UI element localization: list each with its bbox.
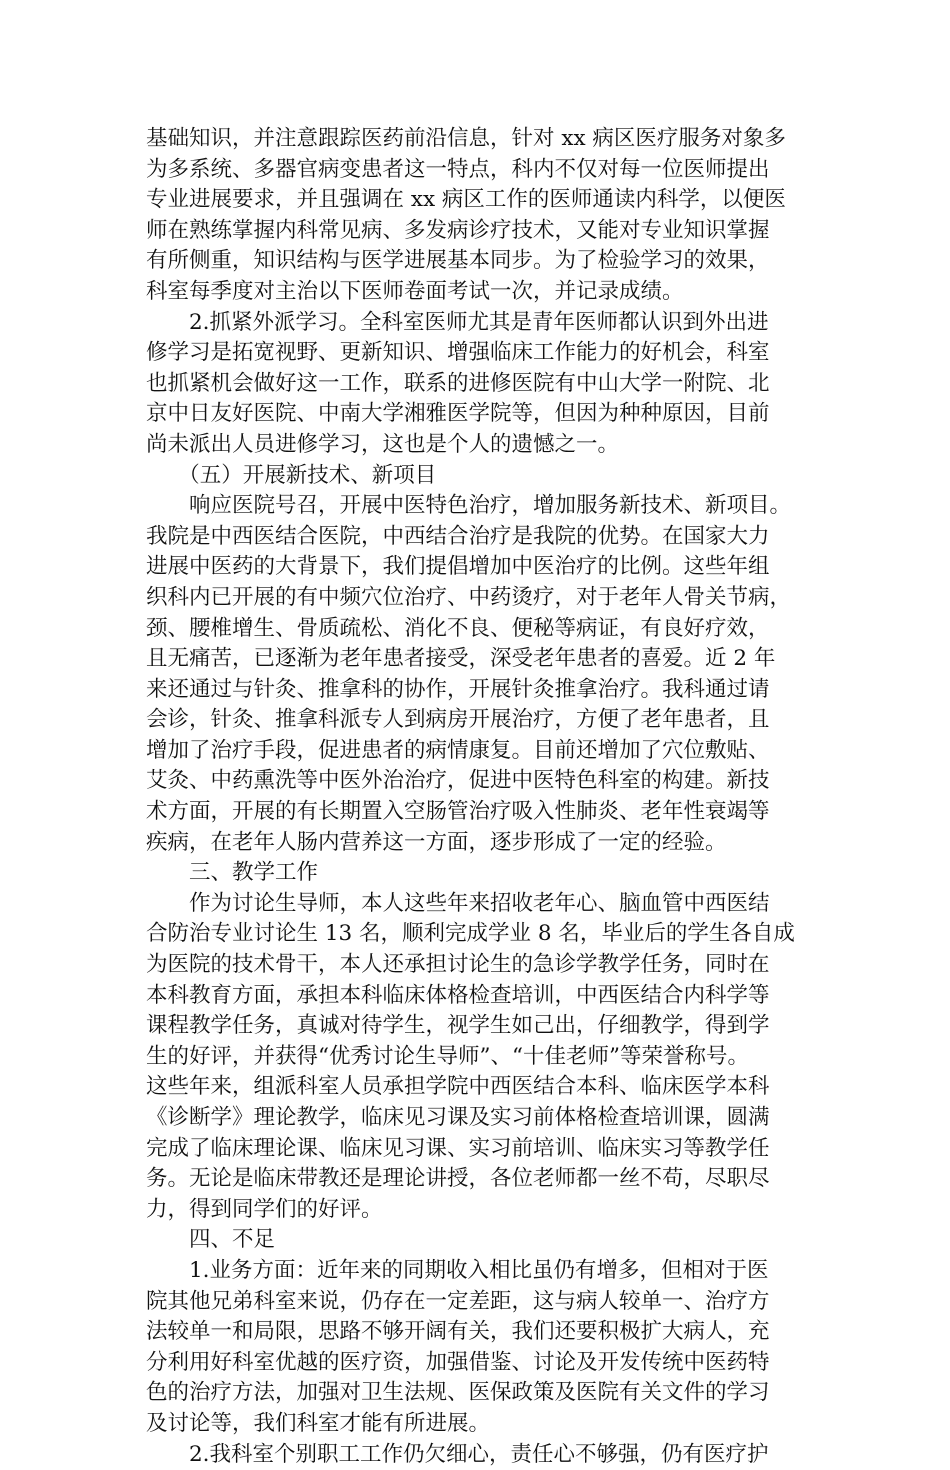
text-line: 为多系统、多器官病变患者这一特点，科内不仅对每一位医师提出 [146, 156, 770, 182]
text-line: 为医院的技术骨干，本人还承担讨论生的急诊学教学任务，同时在 [146, 952, 770, 978]
document-body [146, 124, 811, 1470]
text-line: 进展中医药的大背景下，我们提倡增加中医治疗的比例。这些年组 [146, 554, 770, 580]
text-line: 2.抓紧外派学习。全科室医师尤其是青年医师都认识到外出进 [146, 309, 769, 335]
section-heading: 三、教学工作 [146, 860, 319, 886]
section-heading: （五）开展新技术、新项目 [146, 462, 437, 488]
text-line: 我院是中西医结合医院，中西结合治疗是我院的优势。在国家大力 [146, 523, 770, 549]
text-line: 且无痛苦，已逐渐为老年患者接受，深受老年患者的喜爱。近 2 年 [146, 646, 776, 672]
text-line: 术方面，开展的有长期置入空肠管治疗吸入性肺炎、老年性衰竭等 [146, 799, 770, 825]
text-line: 专业进展要求，并且强调在 xx 病区工作的医师通读内科学，以便医 [146, 187, 786, 213]
text-line: 色的治疗方法，加强对卫生法规、医保政策及医院有关文件的学习 [146, 1380, 770, 1406]
text-line: 作为讨论生导师，本人这些年来招收老年心、脑血管中西医结 [146, 890, 770, 916]
text-line: 京中日友好医院、中南大学湘雅医学院等，但因为种种原因，目前 [146, 401, 770, 427]
text-line: 课程教学任务，真诚对待学生，视学生如己出，仔细教学，得到学 [146, 1013, 770, 1039]
text-line: 本科教育方面，承担本科临床体格检查培训，中西医结合内科学等 [146, 982, 770, 1008]
text-line: 基础知识，并注意跟踪医药前沿信息，针对 xx 病区医疗服务对象多 [146, 126, 786, 151]
text-line: 疾病，在老年人肠内营养这一方面，逐步形成了一定的经验。 [146, 829, 727, 855]
text-line: 颈、腰椎增生、骨质疏松、消化不良、便秘等病证，有良好疗效， [146, 615, 770, 641]
text-line: 法较单一和局限，思路不够开阔有关，我们还要积极扩大病人，充 [146, 1319, 770, 1345]
text-line: 来还通过与针灸、推拿科的协作，开展针灸推拿治疗。我科通过请 [146, 676, 770, 702]
text-line: 完成了临床理论课、临床见习课、实习前培训、临床实习等教学任 [146, 1135, 770, 1161]
text-line: 生的好评，并获得“优秀讨论生导师”、“十佳老师”等荣誉称号。 [146, 1043, 749, 1069]
text-line: 2.我科室个别职工工作仍欠细心，责任心不够强，仍有医疗护 [146, 1441, 769, 1467]
text-line: 科室每季度对主治以下医师卷面考试一次，并记录成绩。 [146, 278, 684, 304]
section-heading: 四、不足 [146, 1227, 276, 1253]
text-line: 合防治专业讨论生 13 名，顺利完成学业 8 名，毕业后的学生各自成 [146, 921, 795, 947]
text-line: 响应医院号召，开展中医特色治疗，增加服务新技术、新项目。 [146, 493, 792, 519]
text-line: 1.业务方面：近年来的同期收入相比虽仍有增多，但相对于医 [146, 1257, 769, 1283]
text-line: 也抓紧机会做好这一工作，联系的进修医院有中山大学一附院、北 [146, 370, 770, 396]
text-line: 修学习是拓宽视野、更新知识、增强临床工作能力的好机会，科室 [146, 340, 770, 366]
text-line: 尚未派出人员进修学习，这也是个人的遗憾之一。 [146, 431, 620, 457]
text-line: 师在熟练掌握内科常见病、多发病诊疗技术，又能对专业知识掌握 [146, 217, 770, 243]
text-line: 院其他兄弟科室来说，仍存在一定差距，这与病人较单一、治疗方 [146, 1288, 770, 1314]
text-line: 力，得到同学们的好评。 [146, 1196, 383, 1222]
text-line: 增加了治疗手段，促进患者的病情康复。目前还增加了穴位敷贴、 [146, 737, 770, 763]
text-line: 织科内已开展的有中频穴位治疗、中药烫疗，对于老年人骨关节病， [146, 584, 792, 610]
text-line: 《诊断学》理论教学，临床见习课及实习前体格检查培训课，圆满 [146, 1105, 770, 1130]
text-line: 及讨论等，我们科室才能有所进展。 [146, 1410, 491, 1436]
text-line: 有所侧重，知识结构与医学进展基本同步。为了检验学习的效果， [146, 248, 770, 274]
text-line: 会诊，针灸、推拿科派专人到病房开展治疗，方便了老年患者，且 [146, 707, 770, 733]
text-line: 这些年来，组派科室人员承担学院中西医结合本科、临床医学本科 [146, 1074, 770, 1100]
text-line: 艾灸、中药熏洗等中医外治治疗，促进中医特色科室的构建。新技 [146, 768, 770, 794]
text-line: 务。无论是临床带教还是理论讲授，各位老师都一丝不苟，尽职尽 [146, 1166, 770, 1192]
text-line: 分利用好科室优越的医疗资，加强借鉴、讨论及开发传统中医药特 [146, 1349, 770, 1375]
